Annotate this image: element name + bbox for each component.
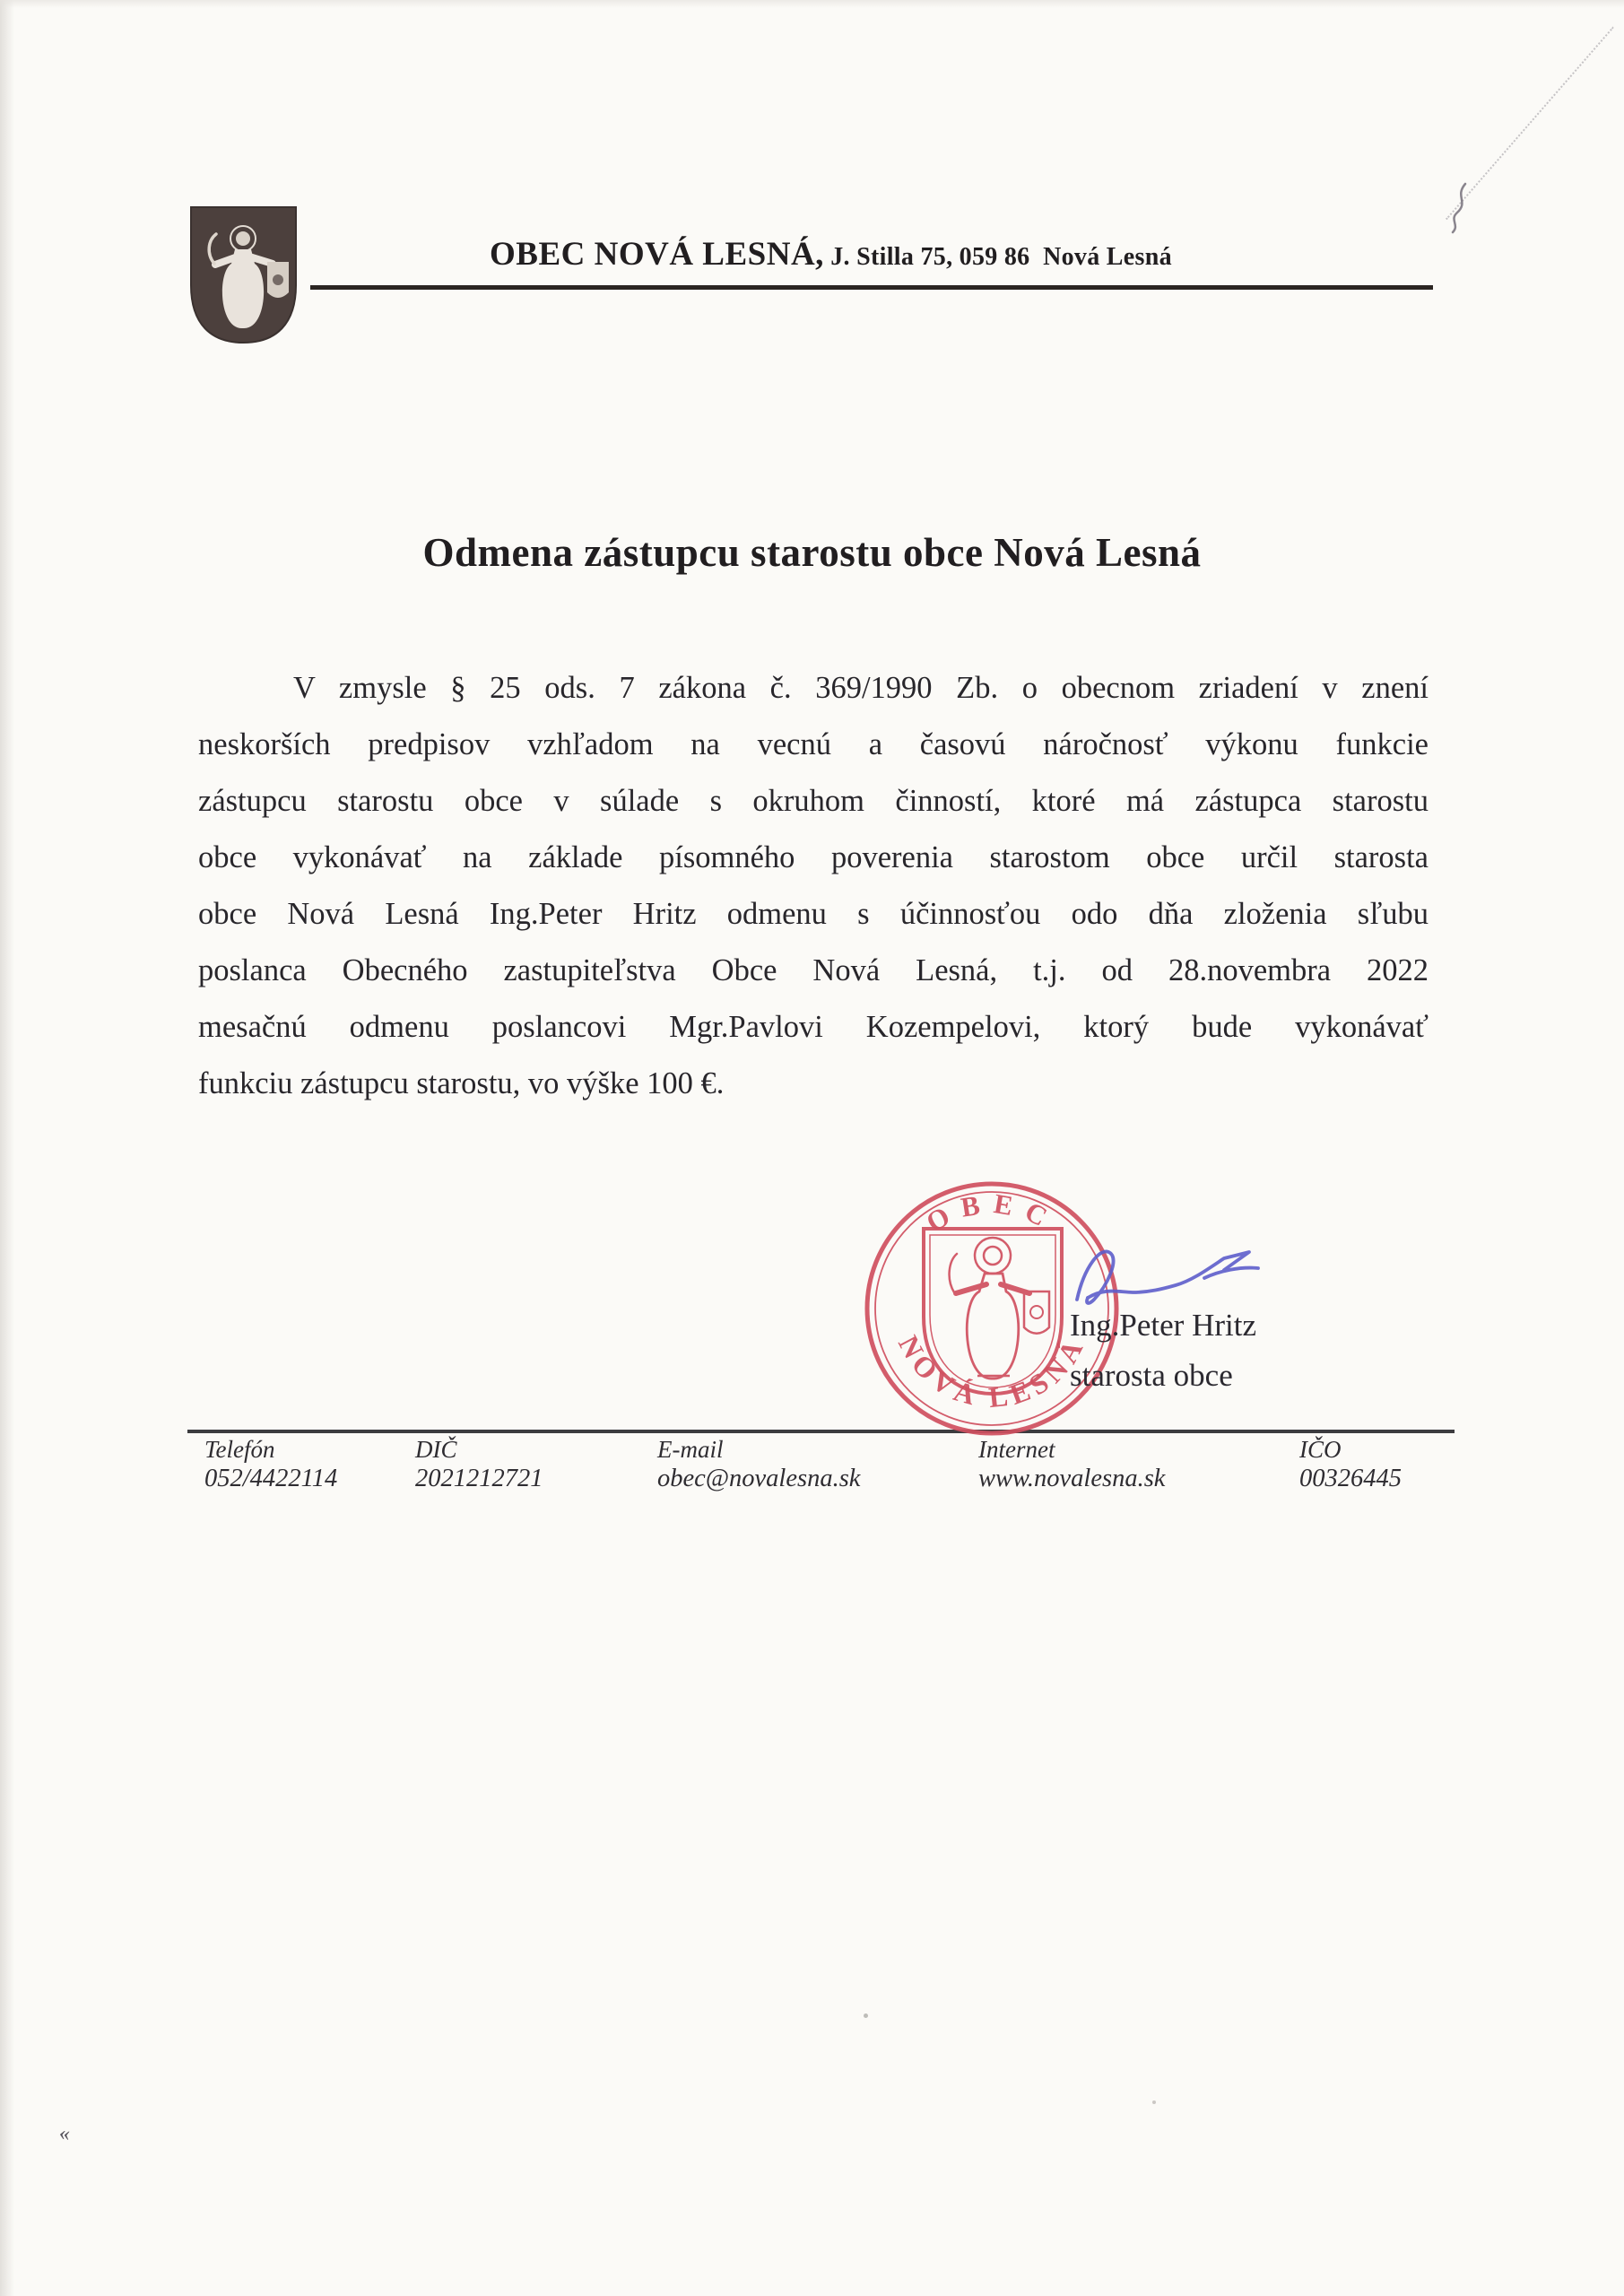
scan-top-edge-shadow [0, 0, 1624, 8]
body-line: obce vykonávať na základe písomného poverenia starostom obce určil starosta [198, 840, 1429, 874]
footer-value: obec@novalesna.sk [657, 1465, 861, 1492]
org-name: OBEC NOVÁ LESNÁ, [490, 236, 824, 273]
stamp-bottom-text: NOVÁ LESNÁ [891, 1330, 1092, 1414]
footer-col-dic [415, 1436, 543, 1494]
scan-speck [864, 2013, 868, 2018]
body-line: zástupcu starostu obce v súlade s okruhom činností, ktoré má zástupca starostu [198, 784, 1429, 818]
org-address: J. Stilla 75, 059 86 Nová Lesná [830, 243, 1172, 271]
scan-speck [1152, 2100, 1156, 2104]
footer-rule [187, 1430, 1455, 1433]
footer-value: www.novalesna.sk [978, 1465, 1166, 1492]
footer-col-internet [978, 1436, 1165, 1494]
nova-lesna-coat-of-arms-icon [188, 204, 299, 345]
footer-col-telefon [204, 1436, 337, 1494]
signer-name: Ing.Peter Hritz [1070, 1308, 1256, 1343]
footer-label: Internet [978, 1436, 1055, 1463]
body-line: obce Nová Lesná Ing.Peter Hritz odmenu s účinnosťou odo dňa zloženia sľubu [198, 897, 1429, 931]
body-line: poslanca Obecného zastupiteľstva Obce Nová Lesná, t.j. od 28.novembra 2022 [198, 953, 1429, 987]
footer-label: Telefón [204, 1436, 275, 1463]
letterhead [490, 235, 1172, 274]
scan-squiggle-mark [1442, 182, 1483, 236]
signer-role: starosta obce [1070, 1358, 1233, 1393]
scan-corner-mark: « [57, 2121, 72, 2146]
header-rule [310, 285, 1433, 290]
footer-label: DIČ [415, 1436, 457, 1463]
body-line: mesačnú odmenu poslancovi Mgr.Pavlovi Kozempelovi, ktorý bude vykonávať [198, 1010, 1429, 1044]
body-line: neskorších predpisov vzhľadom na vecnú a časovú náročnosť výkonu funkcie [198, 727, 1429, 761]
footer-col-email [657, 1436, 860, 1494]
scan-left-edge-shadow [0, 0, 14, 2296]
footer-label: IČO [1299, 1436, 1342, 1463]
body-line: V zmysle § 25 ods. 7 zákona č. 369/1990 Zb. o obecnom zriadení v znení [293, 671, 1429, 705]
footer-value: 2021212721 [415, 1465, 543, 1492]
footer-value: 00326445 [1299, 1465, 1402, 1492]
footer-label: E-mail [657, 1436, 724, 1463]
stamp-top-text: OBEC [921, 1187, 1064, 1239]
footer-value: 052/4422114 [204, 1465, 338, 1492]
document-title: Odmena zástupcu starostu obce Nová Lesná [422, 530, 1202, 575]
body-line: funkciu zástupcu starostu, vo výške 100 €. [198, 1066, 725, 1100]
body-paragraph [198, 660, 1429, 1112]
footer-col-ico [1299, 1436, 1402, 1494]
